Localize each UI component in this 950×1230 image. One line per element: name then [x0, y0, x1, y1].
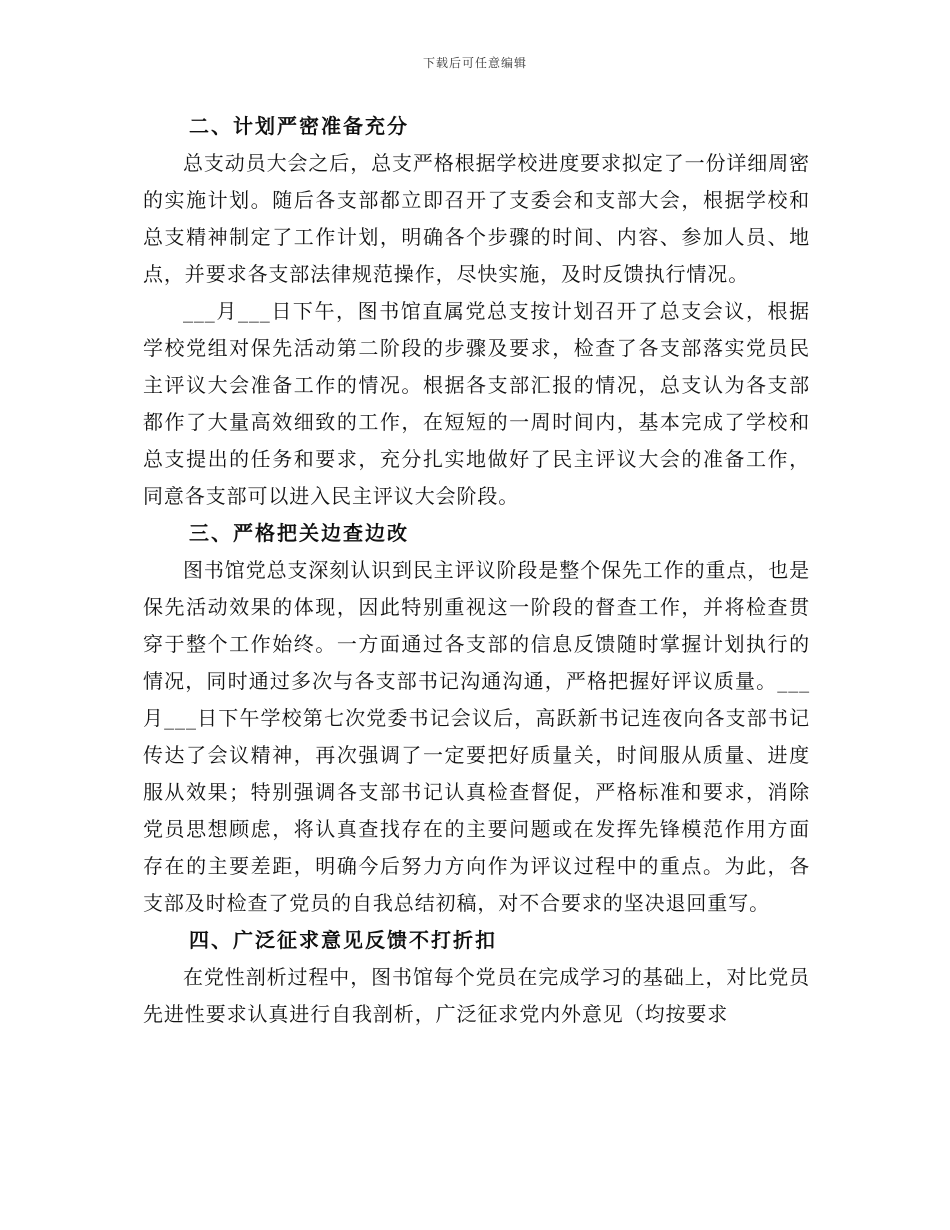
paragraph: 在党性剖析过程中，图书馆每个党员在完成学习的基础上，对比党员先进性要求认真进行自我剖析，广泛征求党内外意见（均按要求 [143, 965, 810, 1026]
document-body [143, 108, 810, 1033]
paragraph: 图书馆党总支深刻认识到民主评议阶段是整个保先工作的重点，也是保先活动效果的体现，因此特别重视这一阶段的督查工作，并将检查贯穿于整个工作始终。一方面通过各支部的信息反馈随时掌握计划执行的情况，同时通过多次与各支部书记沟通沟通，严格把握好评议质量。___月___日下午学校第七次党委书记会议后，高跃新书记连夜向各支部书记传达了会议精神，再次强调了一定要把好质量关，时间服从质量、进度服从效果；特别强调各支部书记认真检查督促，严格标准和要求，消除党员思想顾虑，将认真查找存在的主要问题或在发挥先锋模范作用方面存在的主要差距，明确今后努力方向作为评议过程中的重点。为此，各支部及时检查了党员的自我总结初稿，对不合要求的坚决退回重写。 [143, 558, 810, 915]
paragraph: ___月___日下午，图书馆直属党总支按计划召开了总支会议，根据学校党组对保先活动第二阶段的步骤及要求，检查了各支部落实党员民主评议大会准备工作的情况。根据各支部汇报的情况，总支认为各支部都作了大量高效细致的工作，在短短的一周时间内，基本完成了学校和总支提出的任务和要求，充分扎实地做好了民主评议大会的准备工作，同意各支部可以进入民主评议大会阶段。 [143, 299, 810, 508]
section-heading-feedback: 四、广泛征求意见反馈不打折扣 [189, 928, 497, 952]
paragraph: 总支动员大会之后，总支严格根据学校进度要求拟定了一份详细周密的实施计划。随后各支部都立即召开了支委会和支部大会，根据学校和总支精神制定了工作计划，明确各个步骤的时间、内容、参加人员、地点，并要求各支部法律规范操作，尽快实施，及时反馈执行情况。 [143, 151, 810, 286]
section-heading-check: 三、严格把关边查边改 [189, 521, 409, 545]
page-header-note: 下载后可任意编辑 [422, 56, 527, 70]
section-heading-plan: 二、计划严密准备充分 [189, 114, 409, 138]
